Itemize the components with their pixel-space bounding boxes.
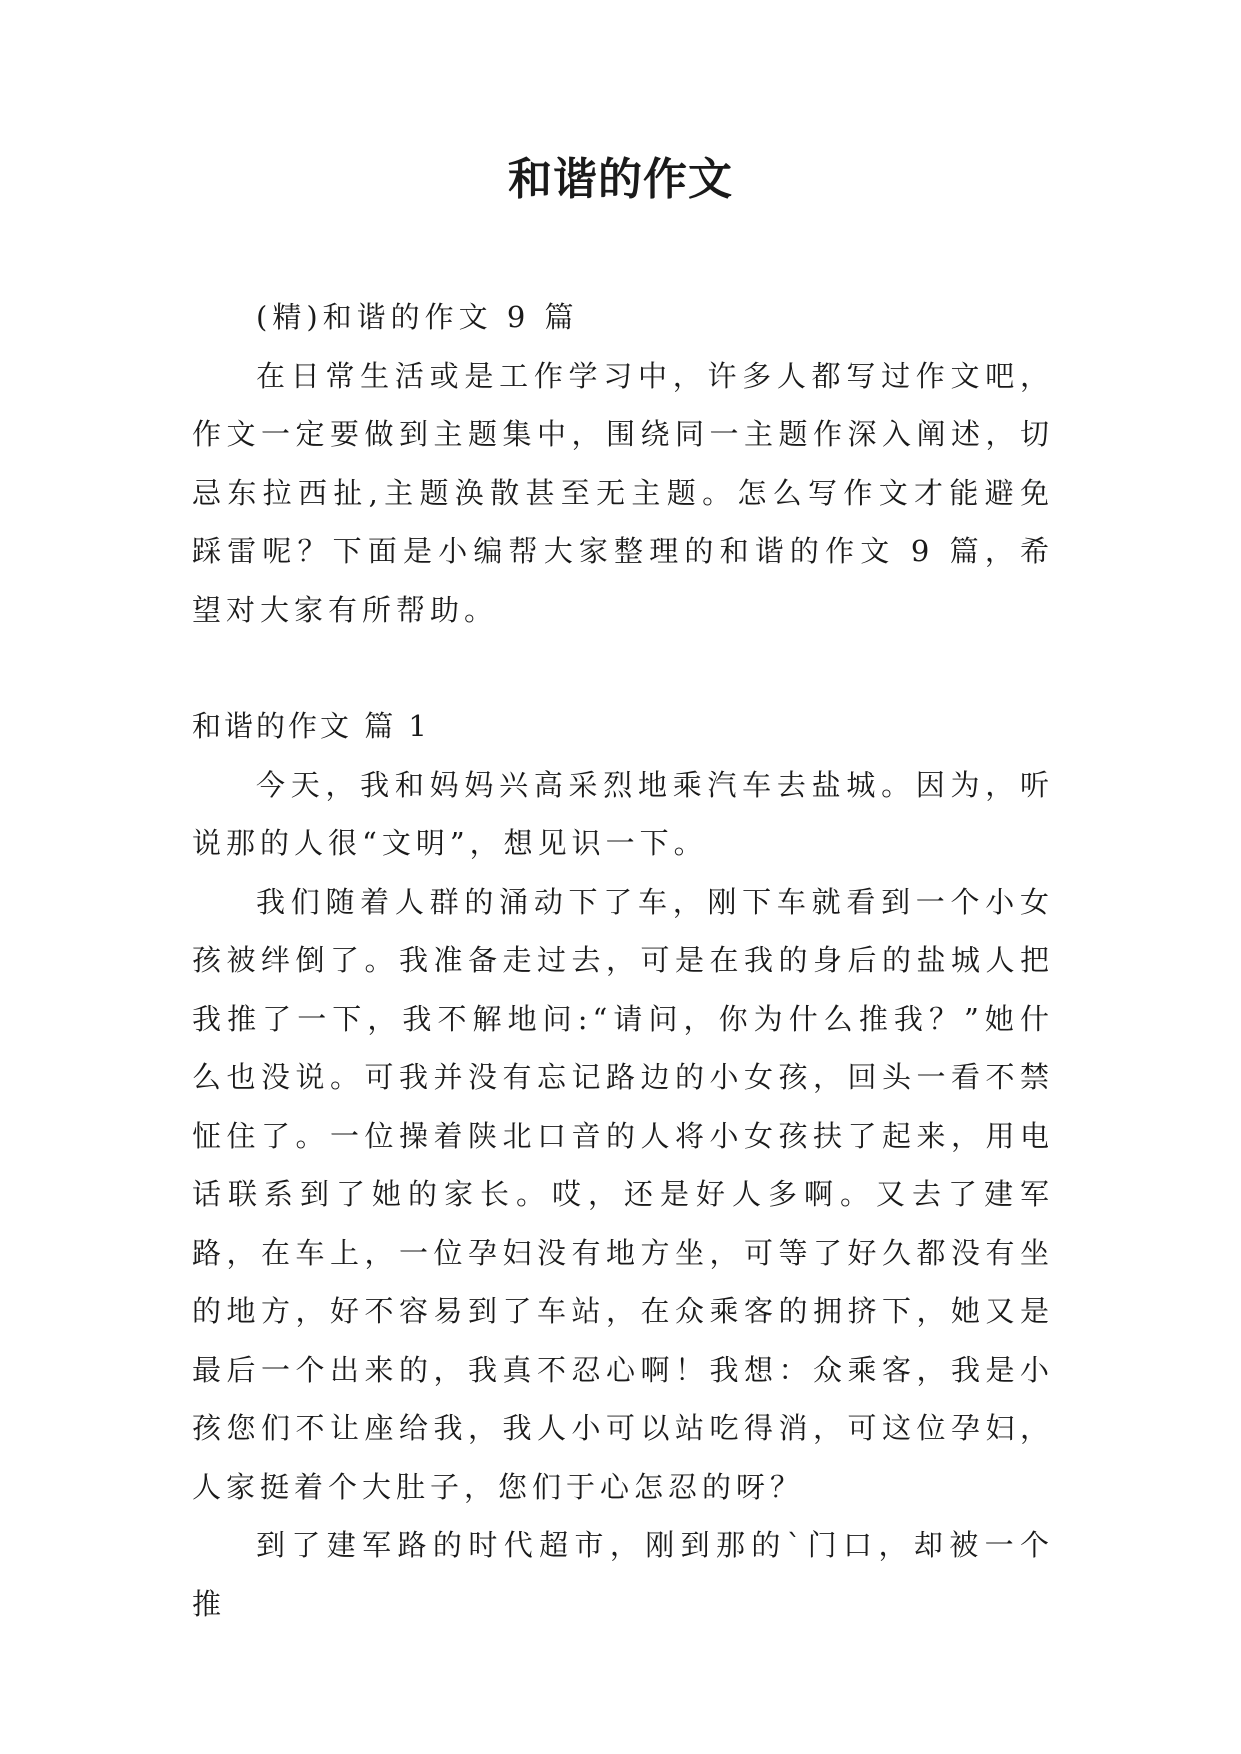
document-body bbox=[192, 288, 1054, 1633]
section-heading: 和谐的作文 篇 1 bbox=[192, 709, 430, 743]
document-title: 和谐的作文 bbox=[508, 154, 733, 205]
body-paragraph: 到了建军路的时代超市，刚到那的`门口，却被一个推 bbox=[192, 1528, 1054, 1621]
body-paragraph: 今天，我和妈妈兴高采烈地乘汽车去盐城。因为，听说那的人很“文明”，想见识一下。 bbox=[192, 767, 1054, 860]
intro-paragraph: 在日常生活或是工作学习中，许多人都写过作文吧，作文一定要做到主题集中，围绕同一主题作深入阐述，切忌东拉西扯,主题涣散甚至无主题。怎么写作文才能避免踩雷呢？下面是小编帮大家整理的和谐的作文 9 篇，希望对大家有所帮助。 bbox=[192, 358, 1054, 627]
document-subtitle: (精)和谐的作文 9 篇 bbox=[256, 300, 579, 334]
body-paragraph: 我们随着人群的涌动下了车，刚下车就看到一个小女孩被绊倒了。我准备走过去，可是在我的身后的盐城人把我推了一下，我不解地问:“请问，你为什么推我？”她什么也没说。可我并没有忘记路边的小女孩，回头一看不禁怔住了。一位操着陕北口音的人将小女孩扶了起来，用电话联系到了她的家长。哎，还是好人多啊。又去了建军路，在车上，一位孕妇没有地方坐，可等了好久都没有坐的地方，好不容易到了车站，在众乘客的拥挤下，她又是最后一个出来的，我真不忍心啊！我想：众乘客，我是小孩您们不让座给我，我人小可以站吃得消，可这位孕妇，人家挺着个大肚子，您们于心怎忍的呀？ bbox=[192, 884, 1054, 1504]
